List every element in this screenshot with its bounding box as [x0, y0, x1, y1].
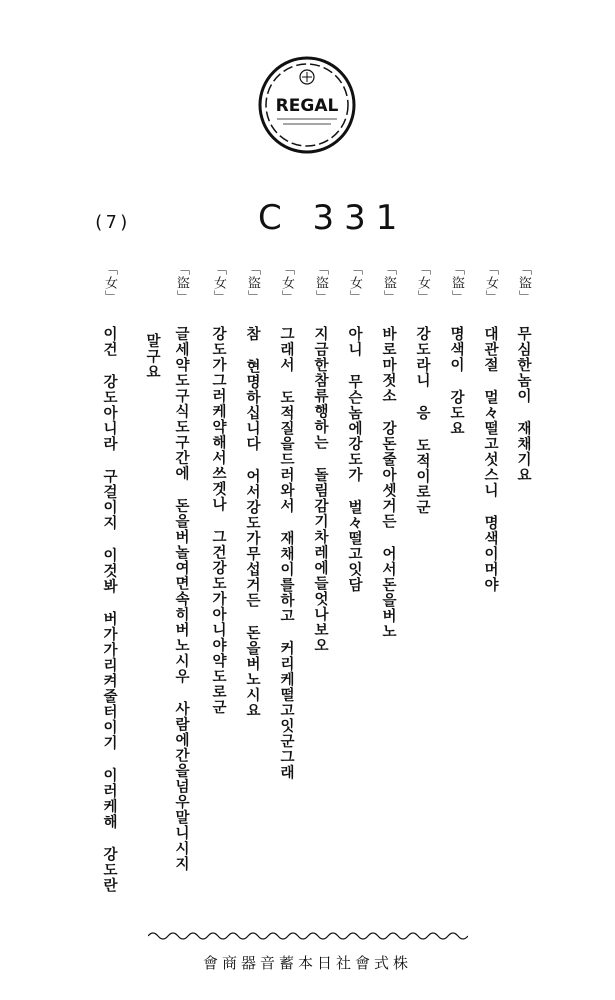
speaker-tag: 「女」 — [211, 262, 226, 304]
dialogue-column — [477, 262, 503, 593]
dialogue-line: 이건 강도아니라 구걸이지 이것봐 버가가리켜줄터이기 이러케해 강도란 — [101, 326, 117, 893]
dialogue-column — [443, 262, 469, 436]
dialogue-line: 참 현명하십니다 어서강도가무섭거든 돈을버노시요 — [244, 326, 260, 718]
page-number: (7) — [93, 212, 132, 233]
dialogue-column — [96, 262, 122, 893]
speaker-tag: 「女」 — [483, 262, 498, 304]
dialogue-line: 강도가그러케약해서쓰겟나 그건강도가아니야약도로군 — [210, 326, 226, 715]
dialogue-line: 아니 무슨놈에강도가 벌々떨고잇담 — [346, 326, 362, 593]
logo-text: REGAL — [275, 96, 339, 116]
dialogue-column — [239, 262, 265, 718]
dialogue-column — [168, 262, 194, 872]
dialogue-line: 말구요 — [144, 333, 160, 380]
dialogue-line: 글세약도구식도구간에 돈을버놀여면속히버노시우 사람에간을넘우말니시지 — [173, 326, 189, 872]
dialogue-column — [510, 262, 536, 483]
dialogue-line: 대관절 멀々떨고섯스니 명색이머야 — [482, 326, 498, 593]
speaker-tag: 「女」 — [102, 262, 117, 304]
speaker-tag: 「盜」 — [174, 262, 189, 304]
speaker-tag: 「盜」 — [381, 262, 396, 304]
dialogue-column — [375, 262, 401, 639]
speaker-tag: 「女」 — [347, 262, 362, 304]
wave-divider-icon — [148, 930, 468, 942]
dialogue-column — [307, 262, 333, 653]
speaker-tag: 「女」 — [415, 262, 430, 304]
speaker-tag: 「盜」 — [245, 262, 260, 304]
dialogue-column — [341, 262, 367, 593]
dialogue-column — [273, 262, 299, 780]
speaker-tag: 「盜」 — [516, 262, 531, 304]
dialogue-line: 강도라니 응 도적이로군 — [414, 326, 430, 515]
dialogue-column — [205, 262, 231, 715]
regal-logo-icon — [257, 55, 357, 155]
dialogue-line: 그래서 도적질을드러와서 재채이를하고 커리케떨고잇군그래 — [278, 326, 294, 780]
dialogue-column — [409, 262, 435, 515]
dialogue-column-continued — [139, 333, 165, 380]
speaker-tag: 「盜」 — [449, 262, 464, 304]
speaker-tag: 「盜」 — [313, 262, 328, 304]
speaker-tag: 「女」 — [279, 262, 294, 304]
dialogue-line: 지금한참류행하는 돌림감기차레에들엇나보오 — [312, 326, 328, 653]
catalog-number: C 331 — [258, 198, 408, 238]
dialogue-line: 무심한놈이 재채기요 — [515, 326, 531, 483]
company-footer: 會商器音蓄本日社會式株 — [202, 954, 412, 972]
dialogue-line: 바로마젓소 강돈줄아셋거든 어서돈을버노 — [380, 326, 396, 639]
dialogue-line: 명색이 강도요 — [448, 326, 464, 436]
